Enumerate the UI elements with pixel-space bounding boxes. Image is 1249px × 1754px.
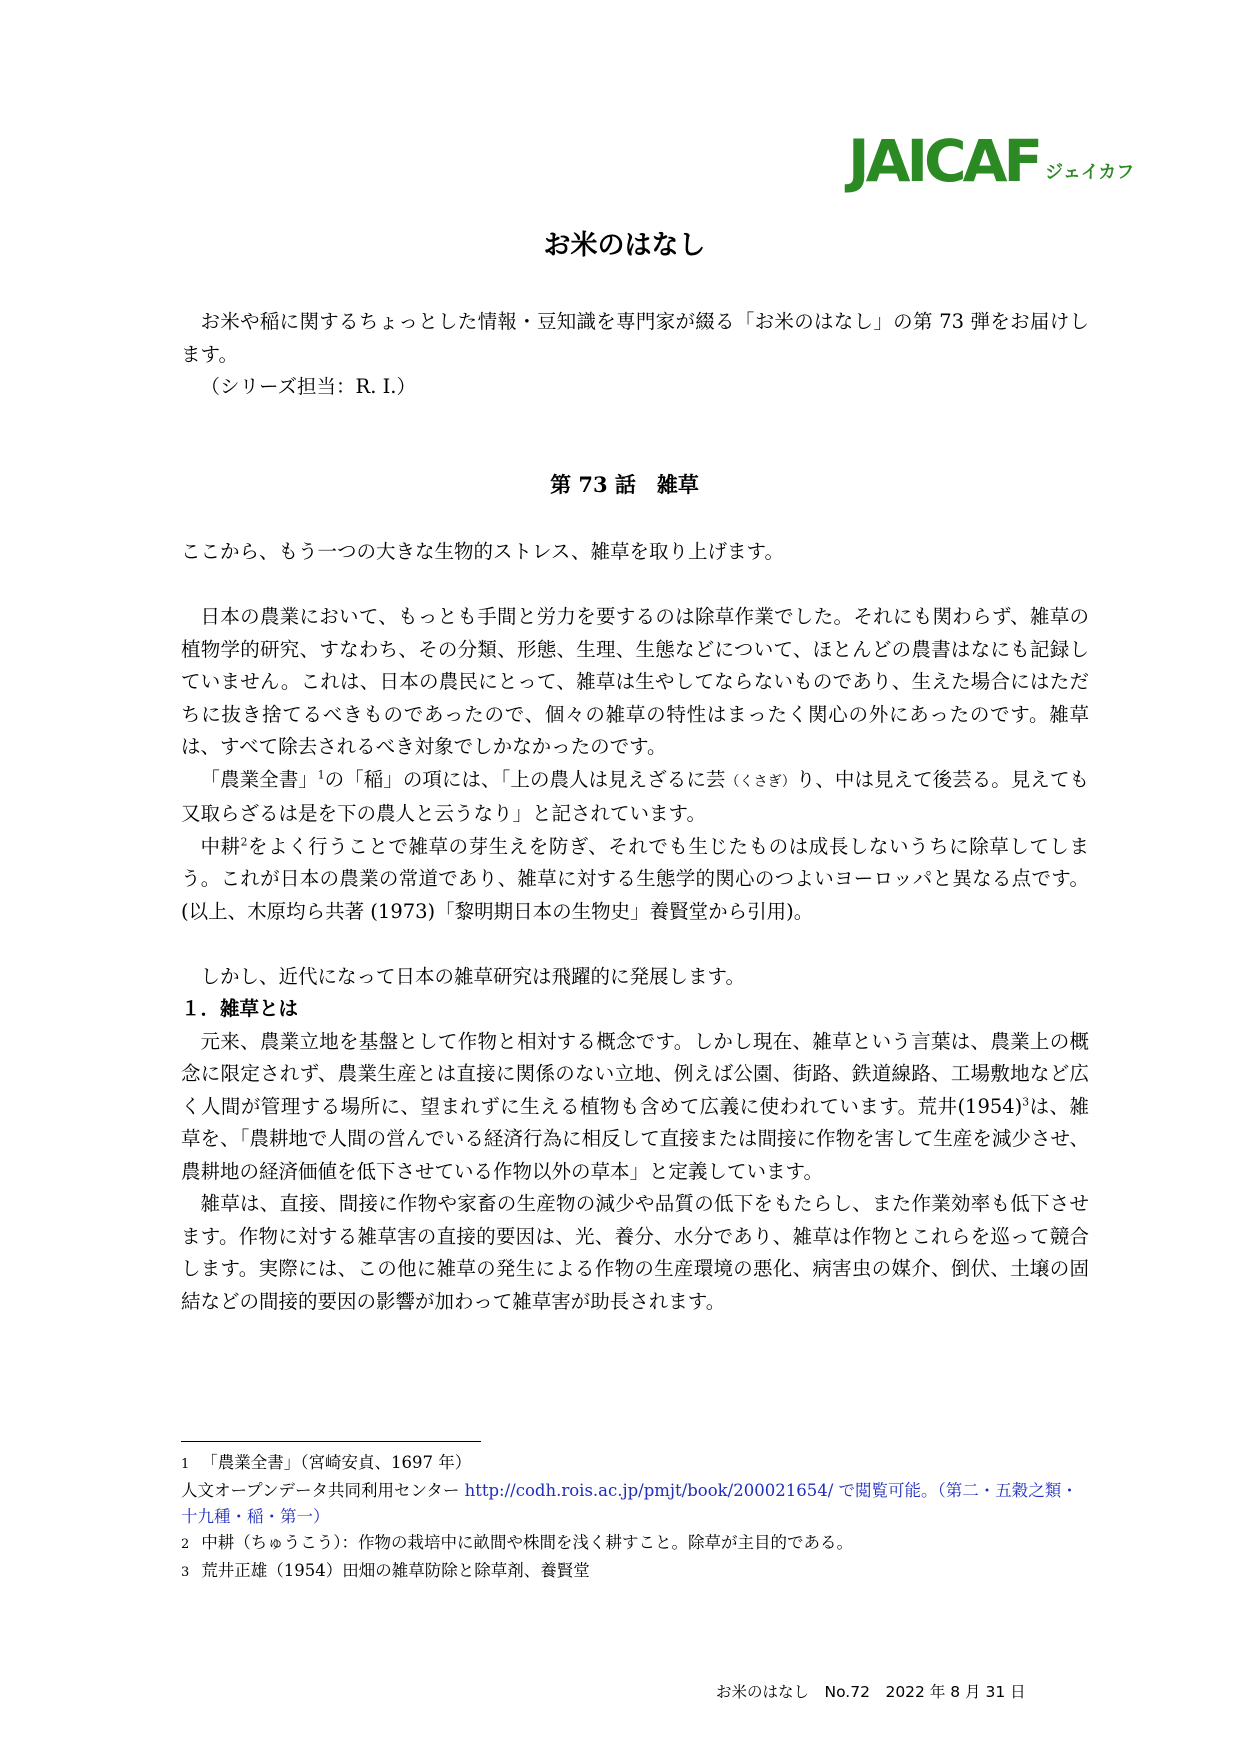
page-footer: お米のはなし No.72 2022 年 8 月 31 日 [716,1683,1026,1701]
paragraph-4: しかし、近代になって日本の雑草研究は飛躍的に発展します。 [200,964,745,988]
series-credit: （シリーズ担当：R. I.） [200,375,417,398]
s1p1-text-b: は、雑草を、「農耕地で人間の営んでいる経済行為に相反して直接または間接に作物を害して生産を減少させ、農耕地の経済価値を低下させている作物以外の草本」と定義しています。 [181,1094,1089,1183]
section-1-paragraph-2: 雑草は、直接、間接に作物や家畜の生産物の減少や品質の低下をもたらし、また作業効率も低下させます。作物に対する雑草害の直接的要因は、光、養分、水分であり、雑草は作物とこれらを巡って競合します。実際には、この他に雑草の発生による作物の生産環境の悪化、病害虫の媒介、倒伏、土壌の固結などの間接的要因の影響が加わって雑草害が助長されます。 [181,1192,1089,1313]
page-title: お米のはなし [543,230,706,261]
paragraph-1: 日本の農業において、もっとも手間と労力を要するのは除草作業でした。それにも関わらず、雑草の植物学的研究、すなわち、その分類、形態、生理、生態などについて、ほとんどの農書はなにも記録していません。これは、日本の農民にとって、雑草は生やしてならないものであり、生えた場合にはただちに抜き捨てるべきものであったので、個々の雑草の特性はまったく関心の外にあったのです。雑草は、すべて除去されるべき対象でしかなかったのです。 [181,605,1089,758]
section-1-heading: １．雑草とは [181,997,299,1020]
footnote-1-text: 「農業全書」（宮崎安貞、1697 年） [201,1453,472,1472]
section-1-paragraph-1 [181,1026,1089,1189]
logo-wordmark: JAICAF [848,127,1040,195]
footnote-2 [181,1530,1089,1558]
intro-section [181,306,1089,404]
footnote-1-number: 1 [181,1457,190,1472]
footnotes [181,1450,1089,1586]
jaicaf-logo [848,127,1135,195]
footnote-ref-3: 3 [1022,1095,1030,1108]
footnote-3 [181,1558,1089,1586]
paragraph-2 [181,764,1089,831]
footnote-2-number: 2 [181,1537,190,1552]
footnote-1-source: 人文オープンデータ共同利用センター [181,1481,460,1500]
paragraph-3-text-a: 中耕 [200,834,241,858]
footnote-1 [181,1450,1089,1478]
paragraph-3-text-b: をよく行うことで雑草の芽生えを防ぎ、それでも生じたものは成長しないうちに除草してしまう。これが日本の農業の常道であり、雑草に対する生態学的関心のつよいヨーロッパと異なる点です。(以上、木原均ら共著 (1973)「黎明期日本の生物史」養賢堂から引用)。 [181,834,1089,923]
footnote-1-line-2 [181,1478,1089,1530]
ruby-kusagi: （くさぎ） [725,773,796,790]
footnote-ref-2: 2 [240,835,248,848]
lead-paragraph: ここから、もう一つの大きな生物的ストレス、雑草を取り上げます。 [181,540,784,563]
s1p1-text-a: 元来、農業立地を基盤として作物と相対する概念です。しかし現在、雑草という言葉は、農業上の概念に限定されず、農業生産とは直接に関係のない立地、例えば公園、街路、鉄道線路、工場敷地など広く人間が管理する場所に、望まれずに生える植物も含めて広義に使われています。荒井(1954) [181,1029,1089,1118]
article-body [181,536,1089,1318]
episode-title: 第 73 話 雑草 [550,472,699,497]
logo-katakana: ジェイカフ [1045,162,1135,183]
footnote-3-number: 3 [181,1565,190,1580]
paragraph-2-text-b: の「稲」の項には、「上の農人は見えざるに芸 [324,767,726,791]
intro-text: お米や稲に関するちょっとした情報・豆知識を専門家が綴る「お米のはなし」の第 73 弾をお届けします。 [181,310,1089,366]
footnote-divider [181,1441,481,1442]
footnote-3-text: 荒井正雄（1954）田畑の雑草防除と除草剤、養賢堂 [201,1561,590,1580]
footnote-1-after: で閲覧可能。（第二・五穀之類・十九種・稲・第一） [181,1481,1078,1526]
footnote-2-text: 中耕（ちゅうこう）：作物の栽培中に畝間や株間を浅く耕すこと。除草が主目的である。 [201,1533,854,1552]
footnote-1-url[interactable]: http://codh.rois.ac.jp/pmjt/book/200021654/ [464,1481,834,1500]
footnote-ref-1: 1 [317,768,325,781]
paragraph-3 [181,831,1089,929]
paragraph-2-text-a: 「農業全書」 [200,767,318,791]
paragraph-2-text-c: り、中は見えて後芸る。見えても又取らざるは是を下の農人と云うなり」と記されています。 [181,767,1089,825]
